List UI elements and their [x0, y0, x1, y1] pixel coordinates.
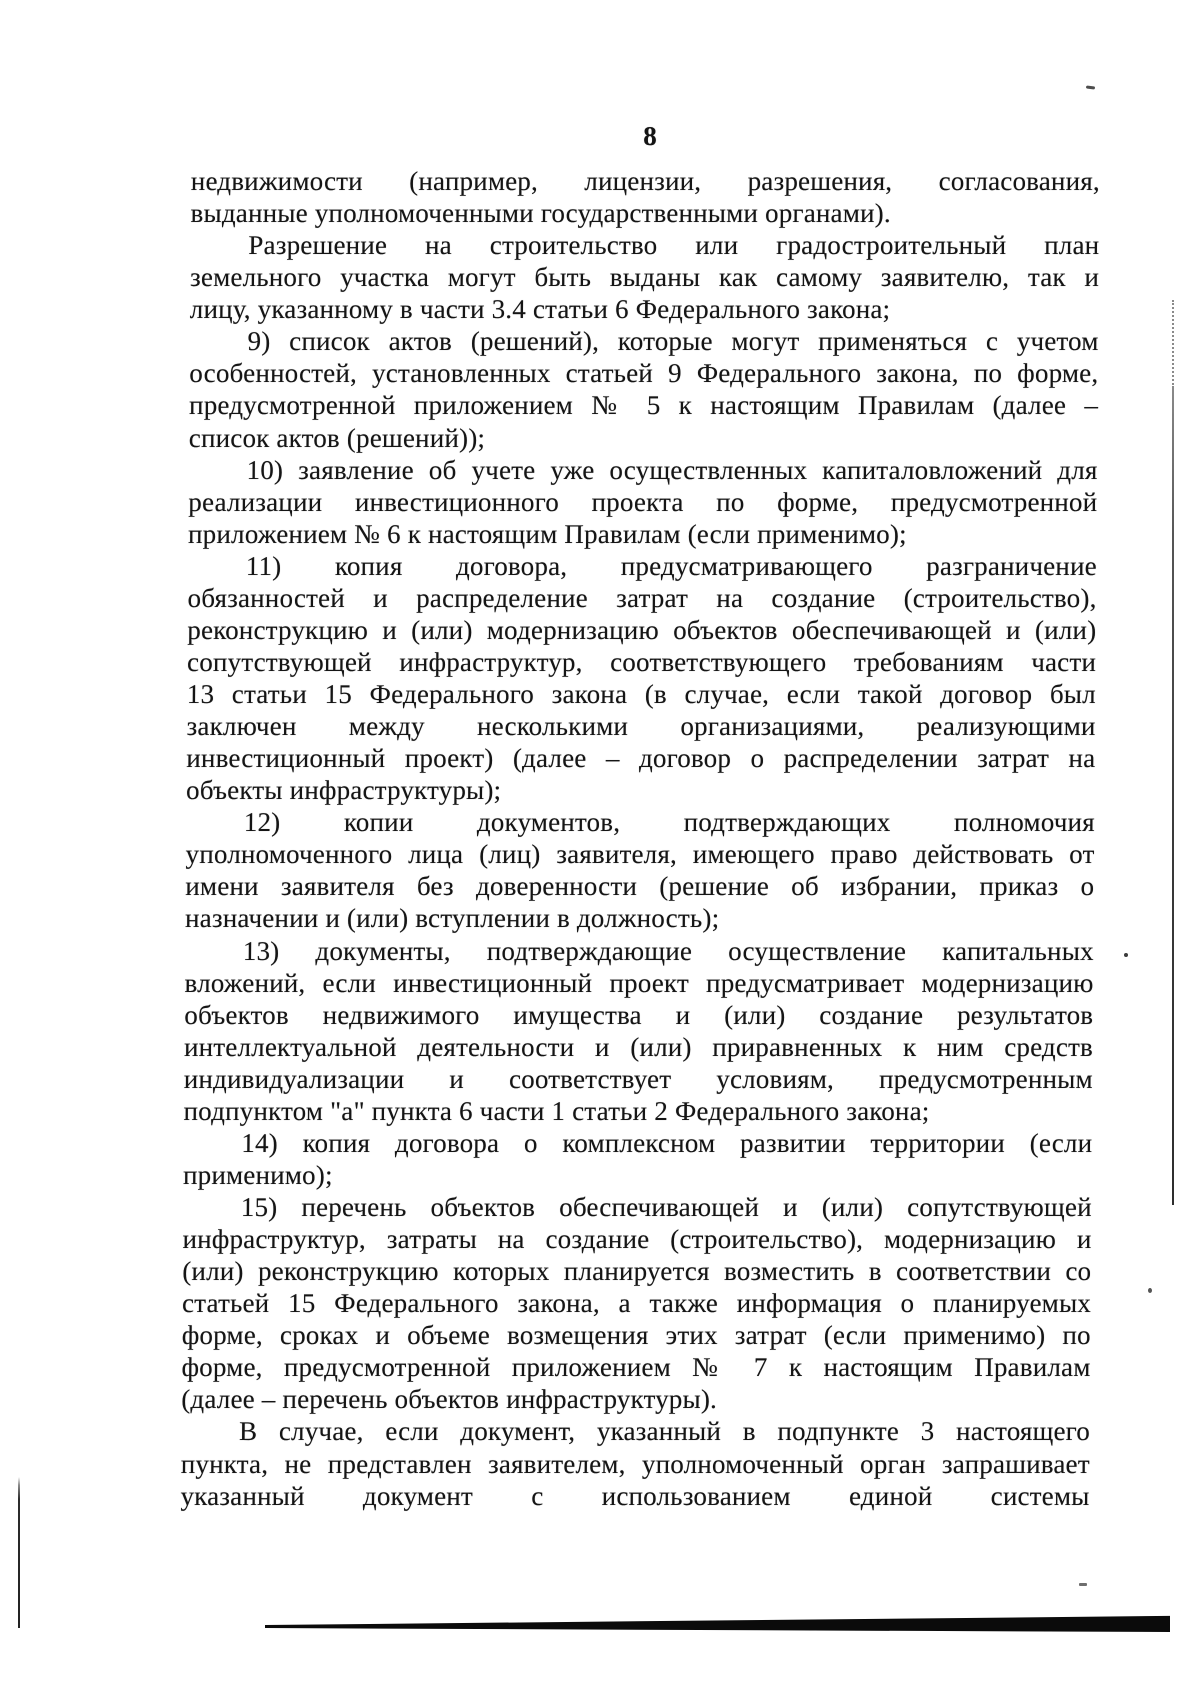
- paragraph: [190, 229, 1100, 325]
- text-line: 10) заявление об учете уже осуществленных капиталовложений для: [246, 454, 1098, 485]
- scan-speck-dot: [1148, 1288, 1152, 1293]
- text-line: (или) реконструкцию которых планируется возместить в соответствии со: [182, 1256, 1092, 1287]
- text-line: 12) копии документов, подтверждающих полномочия: [243, 807, 1095, 838]
- text-line: объектов недвижимого имущества и (или) создание результатов: [184, 999, 1094, 1030]
- text-line: интеллектуальной деятельности и (или) приравненных к ним средств: [183, 1031, 1094, 1062]
- text-line: выданные уполномоченными государственными органами).: [190, 198, 891, 229]
- text-line: обязанностей и распределение затрат на создание (строительство),: [187, 582, 1097, 613]
- text-line: назначении и (или) вступлении в должность);: [184, 903, 720, 934]
- text-line: инвестиционный проект) (далее – договор о распределении затрат на: [186, 743, 1096, 774]
- text-line: недвижимости (например, лицензии, разрешения, согласования,: [190, 166, 1100, 196]
- scan-speck-dash: [1079, 1583, 1087, 1586]
- text-line: реконструкцию и (или) модернизацию объектов обеспечивающей и (или): [187, 614, 1097, 645]
- text-line: статьей 15 Федерального закона, а также информация о планируемых: [181, 1288, 1092, 1319]
- text-line: пункта, не представлен заявителем, уполномоченный орган запрашивает: [180, 1448, 1090, 1479]
- paragraph: [185, 806, 1095, 934]
- text-line: указанный документ с использованием единой системы: [180, 1480, 1090, 1511]
- text-line: заключен между несколькими организациями, реализующими: [186, 711, 1096, 742]
- text-line: 13 статьи 15 Федерального закона (в случае, если такой договор был: [186, 679, 1096, 709]
- text-line: 13) документы, подтверждающие осуществление капитальных: [242, 935, 1094, 966]
- text-line: уполномоченного лица (лиц) заявителя, имеющего право действовать от: [185, 839, 1095, 870]
- paragraph: [183, 935, 1094, 1127]
- text-line: Разрешение на строительство или градостроительный план: [248, 230, 1100, 261]
- scan-right-edge-line-dotted: [1172, 300, 1174, 388]
- scan-bottom-bar: [265, 1614, 1170, 1633]
- text-line: форме, предусмотренной приложением № 7 к настоящим Правилам: [181, 1352, 1091, 1383]
- text-line: 11) копия договора, предусматривающего разграничение: [245, 550, 1097, 581]
- paragraph: [188, 454, 1098, 550]
- page-number: 8: [643, 121, 657, 151]
- text-line: (далее – перечень объектов инфраструктуры).: [181, 1384, 718, 1415]
- text-line: индивидуализации и соответствует условиям, предусмотренным: [183, 1063, 1093, 1094]
- text-line: инфраструктур, затраты на создание (строительство), модернизацию и: [182, 1224, 1092, 1255]
- text-line: 14) копия договора о комплексном развитии территории (если: [241, 1127, 1093, 1158]
- text-line: земельного участка могут быть выданы как самому заявителю, так и: [190, 262, 1100, 293]
- paragraph: [180, 1415, 1090, 1511]
- text-line: реализации инвестиционного проекта по форме, предусмотренной: [188, 486, 1098, 517]
- text-line: особенностей, установленных статьей 9 Федерального закона, по форме,: [189, 358, 1099, 389]
- text-line: форме, сроках и объеме возмещения этих затрат (если применимо) по: [181, 1320, 1091, 1351]
- text-line: вложений, если инвестиционный проект предусматривает модернизацию: [184, 967, 1094, 998]
- text-line: предусмотренной приложением № 5 к настоящим Правилам (далее –: [188, 390, 1099, 421]
- paragraph: [189, 325, 1099, 453]
- text-line: объекты инфраструктуры);: [185, 775, 502, 806]
- paragraph: [186, 550, 1097, 807]
- text-line: лицу, указанному в части 3.4 статьи 6 Федерального закона;: [189, 294, 891, 325]
- scan-left-edge-line: [18, 1477, 20, 1628]
- text-line: 9) список актов (решений), которые могут применяться с учетом: [247, 326, 1099, 357]
- document-body: [180, 165, 1100, 1512]
- text-line: сопутствующей инфраструктур, соответствующего требованиям части: [186, 646, 1097, 677]
- paragraph: [190, 165, 1100, 229]
- text-line: В случае, если документ, указанный в подпункте 3 настоящего: [238, 1416, 1091, 1447]
- text-line: приложением № 6 к настоящим Правилам (если применимо);: [187, 518, 907, 549]
- scan-speck-dot: [1124, 953, 1128, 957]
- text-line: список актов (решений));: [188, 422, 486, 453]
- scan-speck-dash-top: [1086, 85, 1095, 89]
- text-line: применимо);: [182, 1159, 333, 1190]
- scan-right-edge-line: [1172, 388, 1174, 1205]
- text-line: подпунктом "а" пункта 6 части 1 статьи 2 Федерального закона;: [183, 1095, 930, 1126]
- text-line: имени заявителя без доверенности (решение об избрании, приказ о: [185, 871, 1095, 902]
- paragraph: [181, 1191, 1092, 1415]
- paragraph: [183, 1127, 1093, 1191]
- text-line: 15) перечень объектов обеспечивающей и (или) сопутствующей: [240, 1192, 1092, 1222]
